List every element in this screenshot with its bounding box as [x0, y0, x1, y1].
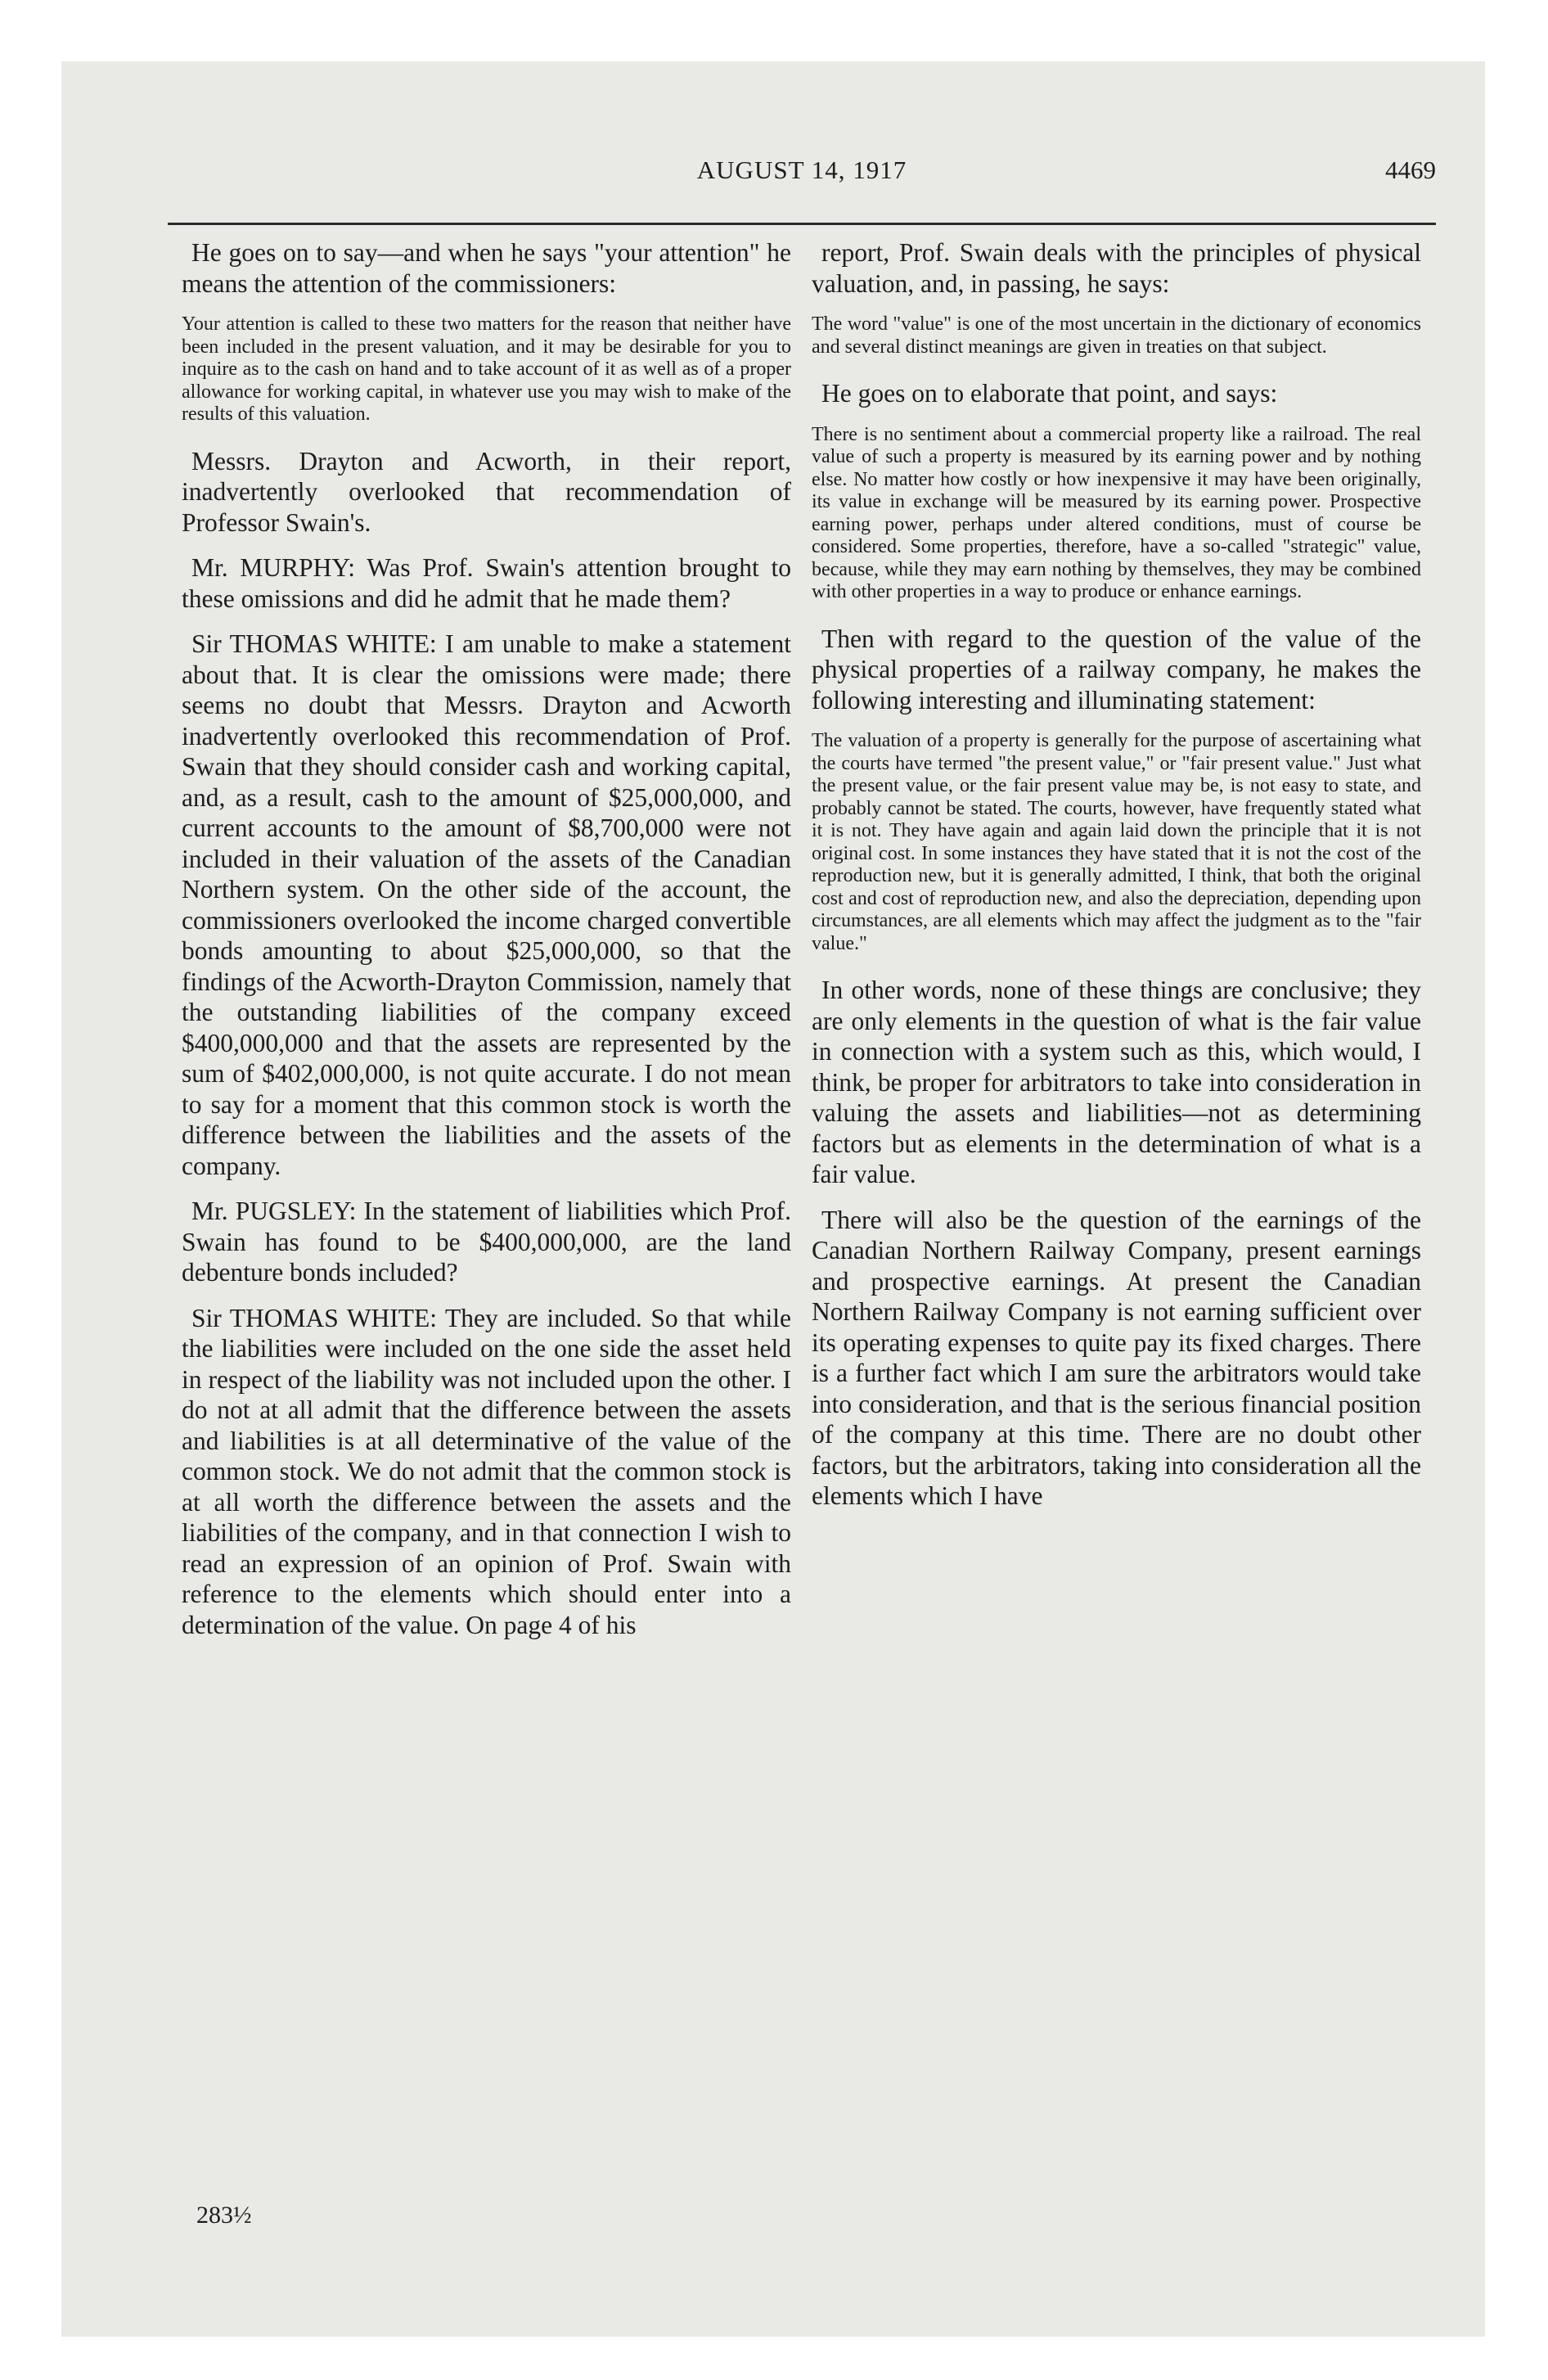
paragraph: He goes on to elaborate that point, and says: [821, 379, 1278, 408]
printer-signature: 283½ [196, 2202, 252, 2229]
paragraph: Then with regard to the question of the value of the physical properties of a railway company, he makes the following interesting and illuminating statement: [812, 624, 1421, 714]
left-column [182, 237, 791, 1655]
paragraph: Messrs. Drayton and Acworth, in their report, inadvertently overlooked that recommendation of Professor Swain's. [182, 446, 791, 537]
quotation: The word "value" is one of the most uncertain in the dictionary of economics and several distinct meanings are given in treaties on that subject. [812, 313, 1421, 358]
quotation: There is no sentiment about a commercial property like a railroad. The real value of such a property is measured by its earning power and by nothing else. No matter how costly or how inexpensive it may have been originally, its value in exchange will be measured by its earning power. Prospective earning power, perhaps under altered conditions, must of course be considered. Some properties, therefore, have a so-called "strategic" value, because, while they may earn nothing by themselves, they may be combined with other properties in a way to produce or enhance earnings. [812, 423, 1421, 602]
paragraph: There will also be the question of the earnings of the Canadian Northern Railway Company, present earnings and prospective earnings. At present the Canadian Northern Railway Company is not earning sufficient over its operating expenses to quite pay its fixed charges. There is a further fact which I am sure the arbitrators would take into consideration, and that is the serious financial position of the company at this time. There are no doubt other factors, but the arbitrators, taking into consideration all the elements which I have [812, 1205, 1421, 1510]
paragraph: In other words, none of these things are conclusive; they are only elements in the question of what is the fair value in connection with a system such as this, which would, I think, be proper for arbitrators to take into consideration in valuing the assets and liabilities—not as determining factors but as elements in the determination of what is a fair value. [812, 976, 1421, 1188]
paragraph: Mr. PUGSLEY: In the statement of liabilities which Prof. Swain has found to be $400,000,000, are the land debenture bonds included? [182, 1197, 791, 1287]
page-header [168, 156, 1436, 205]
paragraph: report, Prof. Swain deals with the principles of physical valuation, and, in passing, he says: [812, 238, 1421, 298]
quotation: Your attention is called to these two matters for the reason that neither have been included in the present valuation, and it may be desirable for you to inquire as to the cash on hand and to take account of it as well as of a proper allowance for working capital, in whatever use you may wish to make of the results of this valuation. [182, 313, 791, 425]
right-column [812, 237, 1421, 1526]
header-rule [168, 223, 1436, 225]
paragraph: Sir THOMAS WHITE: I am unable to make a statement about that. It is clear the omissions were made; there seems no doubt that Messrs. Drayton and Acworth inadvertently overlooked this recommendation of Prof. Swain that they should consider cash and working capital, and, as a result, cash to the amount of $25,000,000, and current accounts to the amount of $8,700,000 were not included in their valuation of the assets of the Canadian Northern system. On the other side of the account, the commissioners overlooked the income charged convertible bonds amounting to about $25,000,000, so that the findings of the Acworth-Drayton Commission, namely that the outstanding liabilities of the company exceed $400,000,000 and that the assets are represented by the sum of $402,000,000, is not quite accurate. I do not mean to say for a moment that this common stock is worth the difference between the liabilities and the assets of the company. [182, 629, 791, 1180]
header-date: AUGUST 14, 1917 [696, 156, 907, 184]
paragraph: Sir THOMAS WHITE: They are included. So that while the liabilities were included on the one side the asset held in respect of the liability was not included upon the other. I do not at all admit that the difference between the assets and liabilities is at all determinative of the value of the common stock. We do not admit that the common stock is at all worth the difference between the assets and the liabilities of the company, and in that connection I wish to read an expression of an opinion of Prof. Swain with reference to the elements which should enter into a determination of the value. On page 4 of his [182, 1303, 791, 1639]
paragraph: Mr. MURPHY: Was Prof. Swain's attention brought to these omissions and did he admit that he made them? [182, 553, 791, 613]
page-number: 4469 [1385, 156, 1436, 184]
quotation: The valuation of a property is generally for the purpose of ascertaining what the courts have termed "the present value," or "fair present value." Just what the present value, or the fair present value may be, is not easy to state, and probably cannot be stated. The courts, however, have frequently stated what it is not. They have again and again laid down the principle that it is not original cost. In some instances they have stated that it is not the cost of the reproduction new, but it is generally admitted, I think, that both the original cost and cost of reproduction new, and also the depreciation, depending upon circumstances, are all elements which may affect the judgment as to the "fair value." [812, 730, 1421, 954]
paragraph: He goes on to say—and when he says "your attention" he means the attention of the commissioners: [182, 238, 791, 298]
